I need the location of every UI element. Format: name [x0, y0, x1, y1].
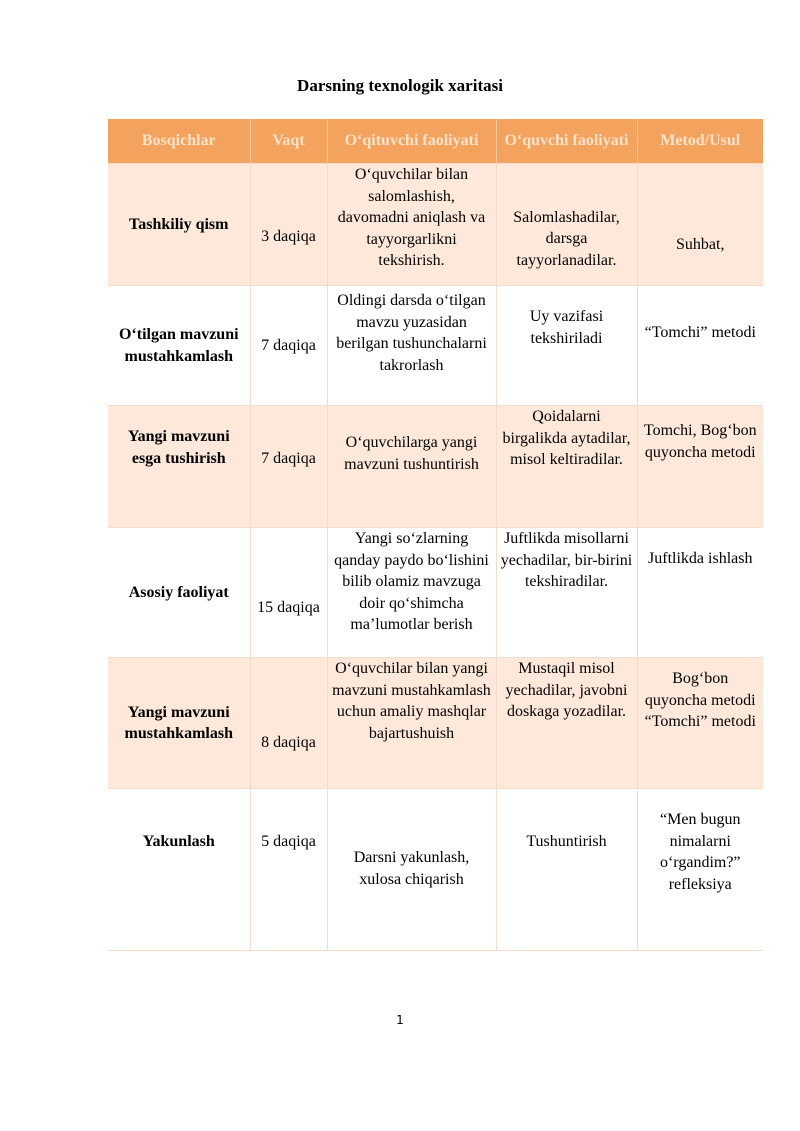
time-cell: 8 daqiqa: [250, 658, 327, 789]
stage-cell: Yangi mavzuni mustahkamlash: [108, 658, 250, 789]
teacher-activity-cell: O‘quvchilarga yangi mavzuni tushuntirish: [327, 406, 496, 528]
teacher-activity-cell: O‘quvchilar bilan salomlashish, davomadni aniqlash va tayyorgarlikni tekshirish.: [327, 164, 496, 286]
header-time: Vaqt: [250, 119, 327, 164]
document-title: Darsning texnologik xaritasi: [297, 76, 503, 95]
stage-cell: O‘tilgan mavzuni mustahkamlash: [108, 286, 250, 406]
student-activity-cell: Juftlikda misollarni yechadilar, bir-birini tekshiradilar.: [496, 528, 637, 658]
student-activity-cell: Uy vazifasi tekshiriladi: [496, 286, 637, 406]
header-method: Metod/Usul: [637, 119, 763, 164]
method-cell: “Tomchi” metodi: [637, 286, 763, 406]
time-cell: 3 daqiqa: [250, 164, 327, 286]
header-student-activity: O‘quvchi faoliyati: [496, 119, 637, 164]
teacher-activity-cell: Darsni yakunlash, xulosa chiqarish: [327, 789, 496, 951]
student-activity-cell: Tushuntirish: [496, 789, 637, 951]
teacher-activity-cell: O‘quvchilar bilan yangi mavzuni mustahkamlash uchun amaliy mashqlar bajartushuish: [327, 658, 496, 789]
method-cell: Bog‘bon quyoncha metodi “Tomchi” metodi: [637, 658, 763, 789]
table-header-row: [108, 119, 763, 164]
table-row: [108, 789, 763, 951]
method-cell: Juftlikda ishlash: [637, 528, 763, 658]
teacher-activity-cell: Yangi so‘zlarning qanday paydo bo‘lishini bilib olamiz mavzuga doir qo‘shimcha ma’lumotlar berish: [327, 528, 496, 658]
time-cell: 7 daqiqa: [250, 286, 327, 406]
method-cell: Suhbat,: [637, 164, 763, 286]
page-number: 1: [396, 1013, 404, 1027]
table-row: [108, 164, 763, 286]
header-teacher-activity: O‘qituvchi faoliyati: [327, 119, 496, 164]
stage-cell: Yakunlash: [108, 789, 250, 951]
method-cell: Tomchi, Bog‘bon quyoncha metodi: [637, 406, 763, 528]
student-activity-cell: Qoidalarni birgalikda aytadilar, misol keltiradilar.: [496, 406, 637, 528]
table-row: [108, 286, 763, 406]
teacher-activity-cell: Oldingi darsda o‘tilgan mavzu yuzasidan berilgan tushunchalarni takrorlash: [327, 286, 496, 406]
stage-cell: Asosiy faoliyat: [108, 528, 250, 658]
method-cell: “Men bugun nimalarni o‘rgandim?” refleksiya: [637, 789, 763, 951]
lesson-plan-table: [108, 119, 763, 951]
table-row: [108, 528, 763, 658]
student-activity-cell: Mustaqil misol yechadilar, javobni doskaga yozadilar.: [496, 658, 637, 789]
time-cell: 5 daqiqa: [250, 789, 327, 951]
header-stage: Bosqichlar: [108, 119, 250, 164]
stage-cell: Yangi mavzuni esga tushirish: [108, 406, 250, 528]
stage-cell: Tashkiliy qism: [108, 164, 250, 286]
time-cell: 15 daqiqa: [250, 528, 327, 658]
student-activity-cell: Salomlashadilar, darsga tayyorlanadilar.: [496, 164, 637, 286]
table-row: [108, 406, 763, 528]
time-cell: 7 daqiqa: [250, 406, 327, 528]
table-row: [108, 658, 763, 789]
